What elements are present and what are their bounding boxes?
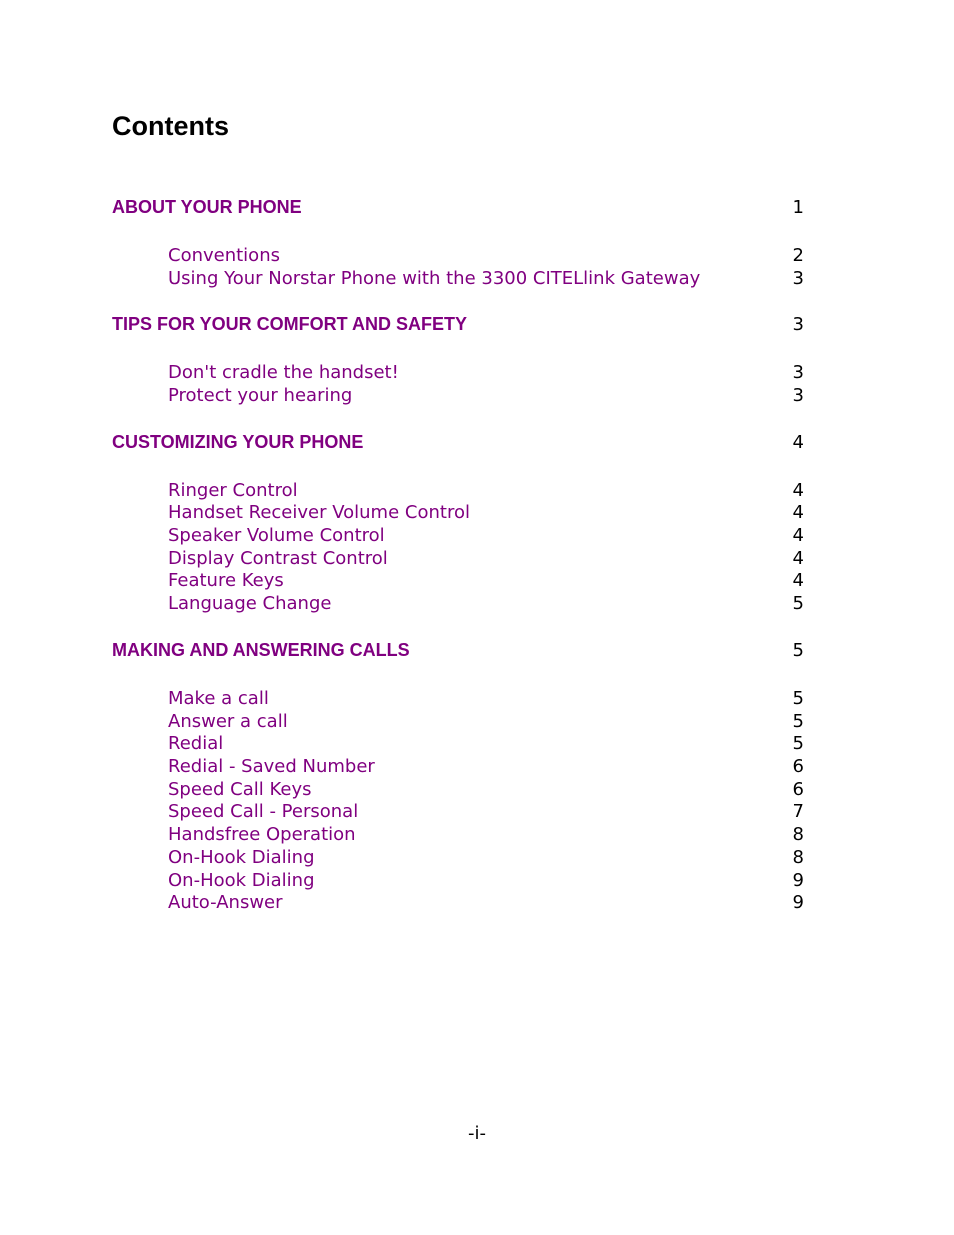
toc-section-customizing-phone[interactable] [0,431,954,454]
toc-entry-display-contrast[interactable] [0,547,954,570]
toc-page-number: 5 [792,711,804,732]
toc-entry-label: Language Change [168,593,332,614]
toc-page-number: 4 [792,525,804,546]
toc-page-number: 4 [792,502,804,523]
toc-entry-redial[interactable] [0,732,954,755]
toc-entry-label: Handsfree Operation [168,824,356,845]
page-footer-number: -i- [468,1123,486,1144]
toc-page-number: 4 [792,432,804,453]
toc-entry-label: Redial - Saved Number [168,756,375,777]
toc-page-number: 9 [792,870,804,891]
page-title: Contents [112,111,229,141]
toc-entry-handsfree-operation[interactable] [0,823,954,846]
toc-page-number: 2 [792,245,804,266]
toc-entry-conventions[interactable] [0,244,954,267]
toc-section-label: ABOUT YOUR PHONE [112,197,302,217]
toc-entry-label: Speaker Volume Control [168,525,385,546]
toc-entry-answer-a-call[interactable] [0,710,954,733]
toc-page-number: 1 [792,197,804,218]
toc-entry-label: On-Hook Dialing [168,847,315,868]
toc-section-label: MAKING AND ANSWERING CALLS [112,640,410,660]
toc-entry-label: Conventions [168,245,280,266]
toc-entry-auto-answer[interactable] [0,891,954,914]
toc-page-number: 4 [792,548,804,569]
toc-entry-label: Using Your Norstar Phone with the 3300 CITELlink Gateway [168,268,701,289]
toc-entry-label: Don't cradle the handset! [168,362,399,383]
toc-entry-speed-call-personal[interactable] [0,800,954,823]
toc-entry-ringer-control[interactable] [0,479,954,502]
toc-page-number: 3 [792,362,804,383]
toc-entry-label: Protect your hearing [168,385,353,406]
toc-entry-speed-call-keys[interactable] [0,778,954,801]
toc-page-number: 8 [792,824,804,845]
toc-entry-label: Speed Call - Personal [168,801,359,822]
toc-entry-handset-volume[interactable] [0,501,954,524]
toc-entry-label: Display Contrast Control [168,548,388,569]
toc-entry-protect-hearing[interactable] [0,384,954,407]
toc-page-number: 7 [792,801,804,822]
toc-page-number: 3 [792,268,804,289]
toc-entry-make-a-call[interactable] [0,687,954,710]
toc-entry-label: Handset Receiver Volume Control [168,502,470,523]
toc-page-number: 3 [792,385,804,406]
toc-entry-speaker-volume[interactable] [0,524,954,547]
toc-page-number: 4 [792,570,804,591]
toc-entry-label: Auto-Answer [168,892,283,913]
toc-entry-on-hook-dialing[interactable] [0,846,954,869]
toc-entry-label: Speed Call Keys [168,779,312,800]
toc-entry-feature-keys[interactable] [0,569,954,592]
toc-page-number: 9 [792,892,804,913]
toc-entry-label: Make a call [168,688,269,709]
toc-entry-language-change[interactable] [0,592,954,615]
toc-page-number: 6 [792,756,804,777]
toc-entry-label: Feature Keys [168,570,284,591]
toc-section-label: TIPS FOR YOUR COMFORT AND SAFETY [112,314,468,334]
toc-entry-label: Ringer Control [168,480,298,501]
toc-section-about-your-phone[interactable] [0,196,954,219]
toc-page-number: 8 [792,847,804,868]
toc-section-tips-comfort-safety[interactable] [0,313,954,336]
toc-entry-label: Answer a call [168,711,288,732]
toc-entry-label: Redial [168,733,224,754]
toc-page-number: 5 [792,593,804,614]
toc-entry-redial-saved-number[interactable] [0,755,954,778]
toc-page-number: 5 [792,733,804,754]
toc-entry-dont-cradle-handset[interactable] [0,361,954,384]
toc-page-number: 6 [792,779,804,800]
toc-section-making-answering-calls[interactable] [0,639,954,662]
toc-page-number: 5 [792,640,804,661]
toc-entry-on-hook-dialing-2[interactable] [0,869,954,892]
toc-entry-using-norstar-phone[interactable] [0,267,954,290]
toc-page-number: 5 [792,688,804,709]
toc-page-number: 3 [792,314,804,335]
toc-entry-label: On-Hook Dialing [168,870,315,891]
toc-page-number: 4 [792,480,804,501]
toc-section-label: CUSTOMIZING YOUR PHONE [112,432,364,452]
